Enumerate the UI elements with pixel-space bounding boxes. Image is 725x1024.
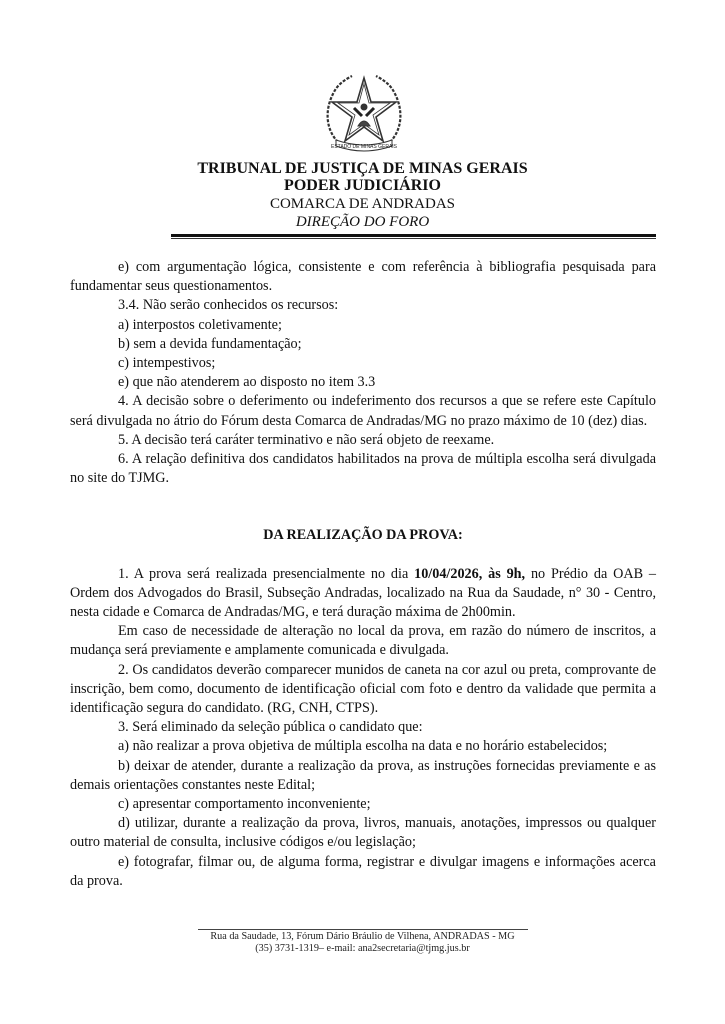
paragraph: c) intempestivos; xyxy=(118,355,216,372)
paragraph: 2. Os candidatos deverão comparecer munidos de caneta na cor azul ou preta, comprovante de inscrição, bem como, documento de identificação oficial com foto e dentro da validade que permita a identificação segura do candidato. (RG, CNH, CTPS). xyxy=(70,661,656,717)
paragraph: 3. Será eliminado da seleção pública o candidato que: xyxy=(118,719,423,736)
paragraph: 5. A decisão terá caráter terminativo e não será objeto de reexame. xyxy=(118,431,495,448)
footer-divider xyxy=(198,929,528,930)
paragraph: e) fotografar, filmar ou, de alguma forma, registrar e divulgar imagens e informações acerca da prova. xyxy=(70,853,656,889)
paragraph-exam-date xyxy=(70,565,656,623)
paragraph: 3.4. Não serão conhecidos os recursos: xyxy=(118,297,339,314)
document-body xyxy=(70,258,656,891)
judiciary-name: PODER JUDICIÁRIO xyxy=(284,177,441,194)
paragraph: 6. A relação definitiva dos candidatos habilitados na prova de múltipla escolha será divulgada no site do TJMG. xyxy=(70,451,656,487)
footer-address: Rua da Saudade, 13, Fórum Dário Bráulio de Vilhena, ANDRADAS - MG xyxy=(210,931,515,942)
paragraph: e) que não atenderem ao disposto no item 3.3 xyxy=(118,374,376,391)
paragraph: c) apresentar comportamento inconveniente; xyxy=(118,796,371,813)
paragraph: a) não realizar a prova objetiva de múltipla escolha na data e no horário estabelecidos; xyxy=(118,738,608,755)
paragraph: b) deixar de atender, durante a realização da prova, as instruções fornecidas previamente e as demais orientações constantes neste Edital; xyxy=(70,757,656,793)
header-divider-thick xyxy=(171,234,656,237)
paragraph: 4. A decisão sobre o deferimento ou indeferimento dos recursos a que se refere este Capítulo será divulgada no átrio do Fórum desta Comarca de Andradas/MG no prazo máximo de 10 (dez) dias. xyxy=(70,393,656,429)
office-name: DIREÇÃO DO FORO xyxy=(295,214,430,230)
footer-contact: (35) 3731-1319– e-mail: ana2secretaria@tjmg.jus.br xyxy=(255,943,470,954)
spacer xyxy=(70,546,656,565)
emblem-ribbon-text: ESTADO DE MINAS GERAIS xyxy=(330,144,398,150)
exam-intro-text: 1. A prova será realizada presencialmente no dia xyxy=(118,565,415,582)
paragraph: e) com argumentação lógica, consistente e com referência à bibliografia pesquisada para fundamentar seus questionamentos. xyxy=(70,259,656,295)
court-name: TRIBUNAL DE JUSTIÇA DE MINAS GERAIS xyxy=(197,160,528,177)
spacer xyxy=(70,488,656,526)
paragraph: d) utilizar, durante a realização da prova, livros, manuais, anotações, impressos ou qualquer outro material de consulta, inclusive códigos e/ou legislação; xyxy=(70,815,656,851)
coat-of-arms-emblem xyxy=(318,70,410,158)
paragraph: b) sem a devida fundamentação; xyxy=(118,335,302,352)
exam-location-text: no Prédio da OAB – Ordem dos Advogados do Brasil, Subseção Andradas, localizado na Rua da Saudade, n° 30 - Centro, nesta cidade e Comarca de Andradas/MG, e terá duração máxima de 2h00min. xyxy=(70,565,656,621)
header-divider-thin xyxy=(171,238,656,239)
section-title: DA REALIZAÇÃO DA PROVA: xyxy=(263,527,463,544)
district-name: COMARCA DE ANDRADAS xyxy=(269,196,456,212)
paragraph: Em caso de necessidade de alteração no local da prova, em razão do número de inscritos, a mudança será previamente e amplamente comunicada e divulgada. xyxy=(70,623,656,659)
exam-date-time: 10/04/2026, às 9h, xyxy=(414,565,526,582)
paragraph: a) interpostos coletivamente; xyxy=(118,316,282,333)
